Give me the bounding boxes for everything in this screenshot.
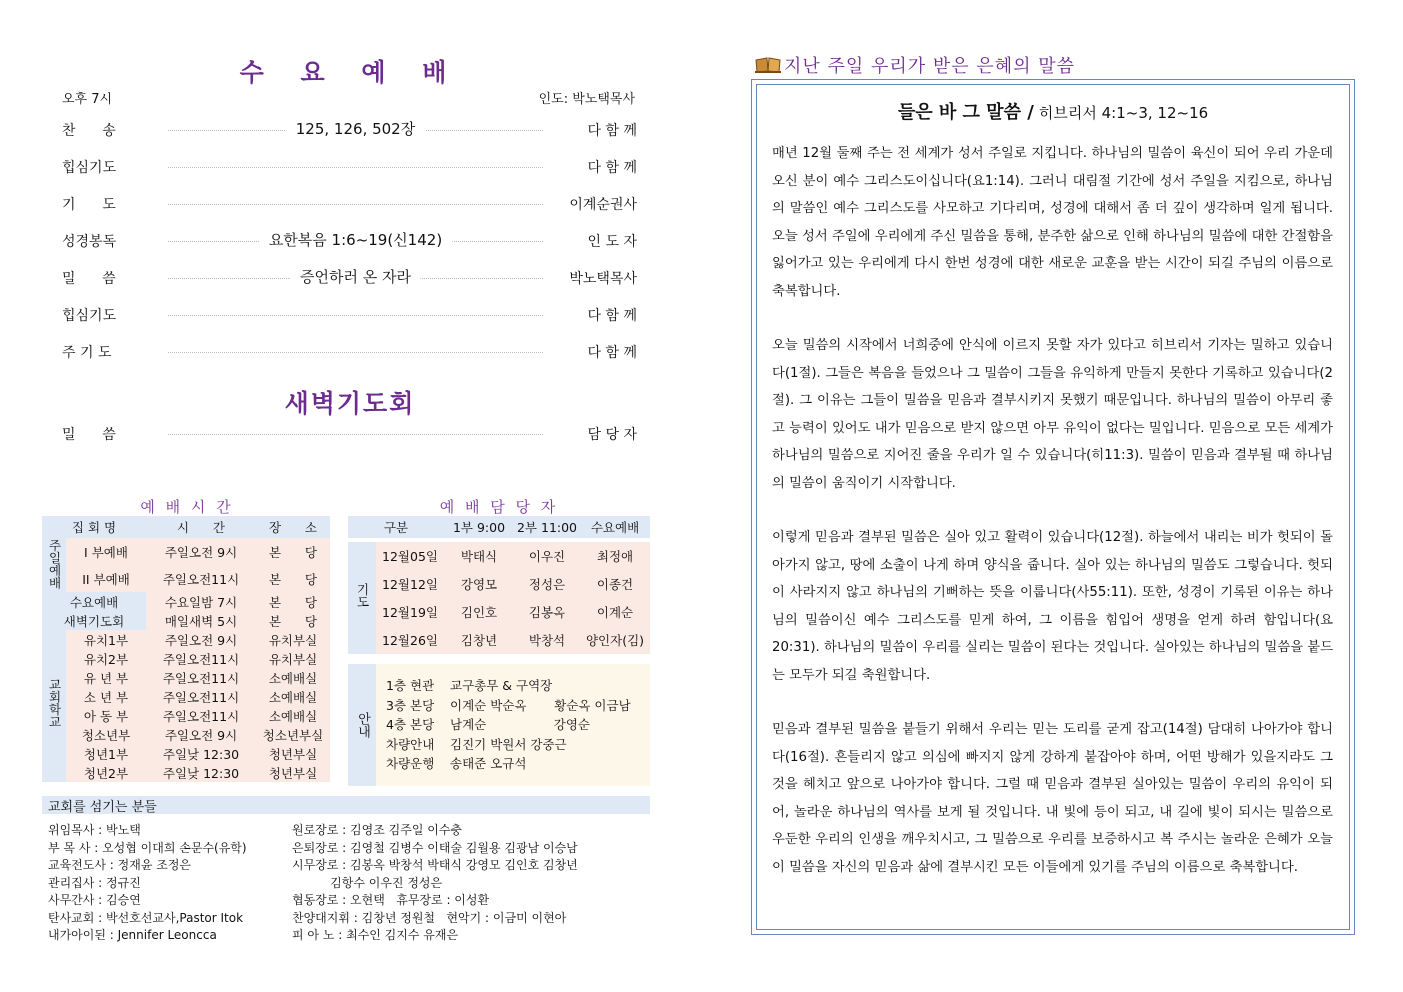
- wt-group-sunday: [42, 538, 66, 592]
- duty-cell: 김창년: [444, 626, 514, 654]
- dawn-title: 새벽기도회: [284, 389, 416, 418]
- guide-row: [386, 754, 631, 774]
- guide-group-label: [348, 664, 376, 786]
- order-right: 다 함 께: [587, 345, 637, 361]
- wt-cell: 수요일밤 7시: [146, 592, 256, 611]
- order-row: [62, 117, 637, 143]
- order-dots: [168, 314, 543, 316]
- wt-group-school: [42, 630, 66, 782]
- wt-cell: 주일오전 9시: [146, 538, 256, 565]
- guide-row: [386, 735, 631, 755]
- sermon-body: [772, 140, 1333, 881]
- servants-right: 원로장로 : 김영조 김주일 이수충 은퇴장로 : 김영철 김병수 이태술 김월용 김광남 이승남 시무장로 : 김봉옥 박창석 박태식 강영모 김인호 김창년 김항수 이우진 정성은 협동장로 : 오현택 휴무장로 : 이성환 찬양대지휘 : 김창년 정원철 현악기 : 이금미 이현아 피 아 노 : 최수인 김지수 유재은: [292, 823, 578, 942]
- guide-label: 차량안내: [386, 736, 435, 752]
- sermon-reference: 히브리서 4:1~3, 12~16: [1038, 104, 1209, 122]
- servants-left: 위임목사 : 박노택 부 목 사 : 오성협 이대희 손문수(유학) 교육전도사 : 정재윤 조정은 관리집사 : 정규진 사무간사 : 김승연 탄사교회 : 박선호선교사,Pastor Itok 내가아이된 : Jennifer Leoncca: [48, 823, 247, 942]
- duty-group-prayer: [348, 542, 376, 654]
- duty-cell: 강영모: [444, 570, 514, 598]
- wt-row: [42, 763, 330, 782]
- service-time: 오후 7시: [62, 92, 113, 107]
- sermon-title-line: [752, 98, 1354, 124]
- order-label: 성경봉독: [62, 234, 117, 250]
- wt-cell: 유치1부: [66, 630, 146, 649]
- wt-cell: 유치2부: [66, 649, 146, 668]
- wt-row: [42, 725, 330, 744]
- sermon-box: [751, 79, 1355, 935]
- order-label: 밀 씀: [62, 271, 116, 287]
- wt-cell: 소 년 부: [66, 687, 146, 706]
- duty-cell: 12월05일: [376, 542, 444, 570]
- order-row: [62, 302, 637, 328]
- servants-title-bar: [42, 796, 650, 814]
- sermon-title: 들은 바 그 말씀 /: [897, 102, 1034, 123]
- duty-cell: 양인자(김): [580, 626, 650, 654]
- wt-cell: 아 동 부: [66, 706, 146, 725]
- duty-cell: 이종건: [580, 570, 650, 598]
- wt-cell: 주일낮 12:30: [146, 763, 256, 782]
- order-label: 힙심기도: [62, 160, 117, 176]
- duty-cell: 박태식: [444, 542, 514, 570]
- wt-cell: 주일오전 9시: [146, 630, 256, 649]
- order-right: 다 함 께: [587, 308, 637, 324]
- guide-label: 3층 본당: [386, 697, 435, 713]
- wt-row: [42, 744, 330, 763]
- wt-cell: 매일새벽 5시: [146, 611, 256, 630]
- sermon-paragraph: 매년 12월 둘째 주는 전 세계가 성서 주일로 지킵니다. 하나님의 밀씀이 육신이 되어 우리 가운데 오신 분이 예수 그리스도이십니다(요1:14). 그러니 대림절 기간에 성서 주일을 지킴으로, 하나님의 말씀인 예수 그리스도를 사모하고 기다리며, 성경에 대해서 좀 더 깊이 생각하며 일게 됩니다. 오늘 성서 주일에 우리에게 주신 밀씀을 통해, 분주한 삶으로 인해 하나님의 밀씀에 대한 간절함을 잃어가고 있는 우리에게 다시 한번 성경에 대한 새로운 교훈을 받는 시간이 되길 주님의 이름으로 축복합니다.: [772, 146, 1333, 299]
- duty-cell: 정성은: [514, 570, 580, 598]
- duty-cell: 이우진: [514, 542, 580, 570]
- wt-cell: 본 당: [256, 592, 330, 611]
- wt-row: [42, 611, 330, 630]
- service-leader: 인도: 박노택목사: [538, 92, 635, 107]
- order-right: 다 함 께: [587, 160, 637, 176]
- worship-times-table: [42, 516, 330, 782]
- guide-label: 차량운행: [386, 756, 435, 771]
- wt-cell: 주일오전11시: [146, 649, 256, 668]
- wt-cell: 새벽기도회: [42, 611, 146, 630]
- duty-row: [348, 542, 650, 570]
- wt-cell: I 부예배: [66, 538, 146, 565]
- duty-header-cell: 1부 9:00: [444, 516, 514, 538]
- duty-cell: 12월19일: [376, 598, 444, 626]
- order-right: 다 함 께: [587, 123, 637, 139]
- wt-row: [42, 649, 330, 668]
- order-row: [62, 339, 637, 365]
- order-right: 이계순권사: [569, 197, 637, 213]
- guide-text: 이계순 박순옥 황순옥 이금남: [450, 697, 631, 713]
- wt-cell: 유치부실: [256, 630, 330, 649]
- order-dots: [168, 433, 543, 435]
- duty-cell: 12월12일: [376, 570, 444, 598]
- guide-row: [386, 676, 631, 696]
- duty-cell: 12월26일: [376, 626, 444, 654]
- wt-cell: 청년2부: [66, 763, 146, 782]
- wt-cell: 청소년부실: [256, 725, 330, 744]
- wt-cell: 유치부실: [256, 649, 330, 668]
- wt-cell: II 부예배: [66, 565, 146, 592]
- duty-header-cell: 2부 11:00: [514, 516, 580, 538]
- sermon-paragraph: 믿음과 결부된 밀씀을 붙들기 위해서 우리는 믿는 도리를 굳게 잡고(14절) 담대히 나아가야 합니다(16절). 흔들리지 않고 의심에 빠지지 않게 강하게 붙잡아야 하며, 어떤 방해가 있을지라도 그것을 헤치고 앞으로 나아가야 합니다. 그럴 때 믿음과 결부된 실아있는 밀씀이 우리의 유익이 되어, 놀라운 하나님의 역사를 보게 될 것입니다. 내 빛에 등이 되고, 내 길에 빛이 되시는 밀씀으로 우둔한 우리의 인생을 깨우치시고, 그 밀씀으로 우리를 보증하시고 복 주시는 놀라운 은혜가 오늘 이 밀씀을 자신의 믿음과 삶에 결부시킨 모든 이들에게 있기를 주님의 이름으로 축복합니다.: [772, 722, 1333, 875]
- wt-row: [42, 706, 330, 725]
- wt-cell: 본 당: [256, 565, 330, 592]
- duty-cell: 김인호: [444, 598, 514, 626]
- order-row: [62, 191, 637, 217]
- wt-cell: 청년부실: [256, 763, 330, 782]
- wt-row: [42, 668, 330, 687]
- duty-row: [348, 570, 650, 598]
- wt-cell: 주일오전11시: [146, 668, 256, 687]
- wt-cell: 주일오전 9시: [146, 725, 256, 744]
- wt-cell: 소예배실: [256, 687, 330, 706]
- guide-group-text: 안내: [355, 712, 370, 738]
- duty-title: 예 배 담 당 자: [439, 498, 559, 516]
- wt-cell: 주일오전11시: [146, 687, 256, 706]
- wt-cell: 주일낮 12:30: [146, 744, 256, 763]
- duty-row: [348, 598, 650, 626]
- duty-row: [348, 626, 650, 654]
- order-right: 박노택목사: [569, 271, 637, 287]
- wt-row: [42, 687, 330, 706]
- duty-cell: 김봉옥: [514, 598, 580, 626]
- order-middle: 요한복음 1:6~19(신142): [259, 229, 452, 250]
- servants-title: 교회를 섬기는 분들: [48, 800, 157, 815]
- order-dots: [168, 268, 543, 286]
- guide-label: 4층 본당: [386, 717, 435, 732]
- order-row: [62, 265, 637, 291]
- wt-cell: 소예배실: [256, 706, 330, 725]
- guide-row: [386, 715, 631, 735]
- wt-header-cell: 장 소: [256, 516, 330, 538]
- wt-header-cell: 시 간: [146, 516, 256, 538]
- wt-cell: 소예배실: [256, 668, 330, 687]
- duty-cell: 최정애: [580, 542, 650, 570]
- sermon-header: [754, 52, 1075, 78]
- sermon-paragraph: 오늘 밀씀의 시작에서 너희중에 안식에 이르지 못할 자가 있다고 히브리서 기자는 밀하고 있습니다(1절). 그들은 복음을 들었으나 그 밀씀이 그들을 유익하게 만들지 못한다 기록하고 있습니다(2절). 그 이유는 그들이 밀씀을 믿음과 결부시키지 못했기 때문입니다. 하나님의 밀씀이 아무리 좋고 능력이 있어도 내가 믿음으로 받지 않으면 아무 유익이 없다는 밀입니다. 믿음으로 모든 세계가 하나님의 밀씀으로 지어진 줄을 우리가 일 수 있습니다(히11:3). 밀씀이 믿음과 결부될 때 하나님의 밀씀이 움직이기 시작합니다.: [772, 338, 1333, 491]
- order-dots: [168, 351, 543, 353]
- wt-cell: 주일오전11시: [146, 706, 256, 725]
- wt-cell: 본 당: [256, 611, 330, 630]
- order-label: 기 도: [62, 197, 116, 213]
- order-right: 인 도 자: [587, 234, 637, 250]
- order-right: 담 당 자: [587, 427, 637, 443]
- guide-text: 김진기 박원서 강중근: [450, 736, 567, 752]
- wt-group-label: 교회학교: [47, 677, 62, 728]
- duty-group-label: 기도: [355, 582, 370, 608]
- wt-row: [42, 630, 330, 649]
- duty-cell: 박창석: [514, 626, 580, 654]
- order-dots: [168, 203, 543, 205]
- wt-cell: 청소년부: [66, 725, 146, 744]
- wt-row: [42, 592, 330, 611]
- wednesday-title: 수 요 예 배: [239, 58, 461, 87]
- duty-header-cell: 수요예배: [580, 516, 650, 538]
- order-middle: 125, 126, 502장: [286, 118, 425, 139]
- wt-row: [42, 538, 330, 565]
- order-middle: 증언하러 온 자라: [290, 266, 421, 287]
- wt-cell: 주일오전11시: [146, 565, 256, 592]
- guide-list: [386, 676, 631, 774]
- wt-header-cell: 집 회 명: [42, 516, 146, 538]
- duty-header-row: [348, 516, 650, 538]
- order-label: 주 기 도: [62, 345, 112, 361]
- guide-text: 남계순 강영순: [450, 717, 590, 732]
- guide-label: 1층 현관: [386, 678, 435, 693]
- duty-table: [348, 516, 650, 654]
- order-dots: [168, 166, 543, 168]
- wt-header-row: [42, 516, 330, 538]
- order-row: [62, 154, 637, 180]
- sermon-paragraph: 이렇게 믿음과 결부된 밀씀은 실아 있고 활력이 있습니다(12절). 하늘에서 내리는 비가 헛되이 돌아가지 않고, 땅에 소출이 나게 하며 양식을 줍니다. 실아 있는 하나님의 밀씀도 그렇습니다. 헛되이 사라지지 않고 하나님의 기뻐하는 뜻을 이룹니다(사55:11). 또한, 성경이 기록된 이유는 하나님의 밀씀이신 예수 그리스도를 믿게 하여, 그 이름을 힘입어 생명을 얻게 하려 함입니다(요20:31). 하나님의 밀씀이 우리를 실리는 밀씀이 된다는 것입니다. 실아있는 하나님의 밀씀을 붙드는 모두가 되길 축원합니다.: [772, 530, 1333, 683]
- wt-row: [42, 565, 330, 592]
- wt-cell: 수요예배: [42, 592, 146, 611]
- order-label: 찬 송: [62, 123, 116, 139]
- order-row: [62, 421, 637, 447]
- wt-group-label: 주일예배: [47, 538, 62, 589]
- duty-header-cell: 구분: [348, 516, 444, 538]
- wt-cell: 유 년 부: [66, 668, 146, 687]
- order-dots: [168, 120, 543, 138]
- order-label: 밀 씀: [62, 427, 116, 443]
- duty-cell: 이계순: [580, 598, 650, 626]
- order-dots: [168, 231, 543, 249]
- worship-times-title: 예 배 시 간: [140, 498, 234, 516]
- guide-text: 교구총무 & 구역장: [450, 678, 553, 693]
- wt-cell: 청년부실: [256, 744, 330, 763]
- wt-cell: 청년1부: [66, 744, 146, 763]
- order-row: [62, 228, 637, 254]
- sermon-header-text: 지난 주일 우리가 받은 은혜의 말씀: [784, 56, 1076, 77]
- order-label: 힙심기도: [62, 308, 117, 324]
- guide-text: 송태준 오규석: [450, 756, 527, 771]
- book-icon: [754, 56, 782, 74]
- guide-row: [386, 696, 631, 716]
- wt-cell: 본 당: [256, 538, 330, 565]
- guide-box: [348, 664, 650, 786]
